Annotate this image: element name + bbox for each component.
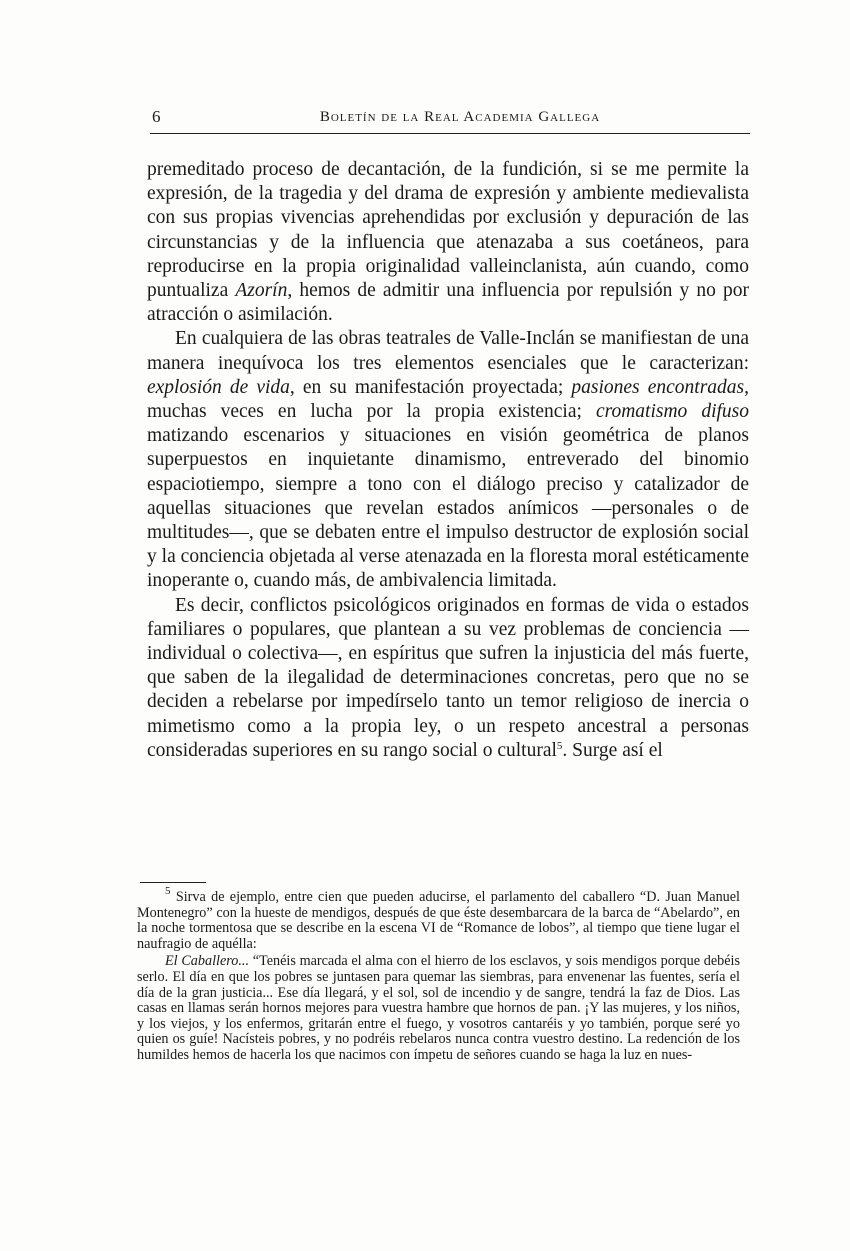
paragraph-2-text-d: matizando escenarios y situaciones en visión geométrica de planos superpuestos en inquietante dinamismo, entreverado del binomio espaciotiempo, siempre a tono con el diálogo preciso y catalizador de aquellas situaciones que revelan estados anímicos —personales o de multitudes—, que se debaten entre el impulso destructor de explosión social y la conciencia objetada al verse atenazada en la floresta moral estéticamente inoperante o, cuando más, de ambivalencia limitada. bbox=[147, 425, 749, 592]
footnotes bbox=[137, 885, 740, 1064]
paragraph-1-end: , hemos de admitir una influencia por repulsión y no por atracción o asimilación. bbox=[147, 280, 749, 326]
paragraph-1-text: premeditado proceso de decantación, de la fundición, si se me permite la expresión, de la tragedia y del drama de expresión y ambiente medievalista con sus propias vivencias aprehendidas por exclusión y depuración de las circunstancias y de la influencia que atenazaba a sus coetáneos, para reproducirse en la propia originalidad valleinclanista, aún cuando, como puntualiza bbox=[147, 159, 749, 302]
paragraph-2-text-c: , muchas veces en lucha por la propia existencia; bbox=[147, 376, 750, 423]
journal-title: Boletín de la Real Academia Gallega bbox=[319, 109, 601, 125]
paragraph-2-text-a: En cualquiera de las obras teatrales de Valle-Inclán se manifiestan de una manera inequívoca los tres elementos esenciales que le caracterizan: bbox=[147, 328, 749, 374]
footnote-marker: 5 bbox=[165, 885, 171, 897]
page-number: 6 bbox=[152, 107, 161, 126]
paragraph-3-end: . Surge así el bbox=[562, 739, 663, 761]
quote-text: “Tenéis marcada el alma con el hierro de los esclavos, y sois mendigos porque debéis serlo. El día en que los pobres se juntasen para quemar las siembras, para envenenar las fuentes, sería el día de la gran justicia... Ese día llegará, y el sol, sol de incendio y de sangre, tendrá la faz de Dios. Las casas en llamas serán hornos mejores para vuestra hambre que hornos de pan. ¡Y las mujeres, y los niños, y los viejos, y los enfermos, gritarán entre el fuego, y vosotros cantaréis y yo también, porque seré yo quien os guíe! Nacísteis pobres, y no podréis rebelaros nunca contra vuestro destino. La redención de los humildes hemos de hacerla los que nacimos con ímpetu de señores cuando se haga la luz en nues- bbox=[137, 953, 740, 1063]
footnote-quote bbox=[137, 954, 740, 1063]
paragraph-2-text-b: , en su manifestación proyectada; bbox=[289, 376, 564, 398]
footnote-reference: 5 bbox=[556, 739, 563, 752]
term-explosion-de-vida: explosión de vida bbox=[147, 376, 290, 398]
paragraph-3 bbox=[147, 594, 749, 763]
paragraph-3-text: Es decir, conflictos psicológicos originados en formas de vida o estados familiares o populares, que plantean a su vez problemas de conciencia —individual o colectiva—, en espíritus que sufren la injusticia del más fuerte, que saben de la ilegalidad de determinaciones concretas, pero que no se deciden a rebelarse por impedírselo tanto un temor religioso de inercia o mimetismo como a la propia ley, o un respeto ancestral a personas consideradas superiores en su rango social o cultural bbox=[147, 594, 749, 761]
quote-speaker: El Caballero... bbox=[165, 953, 249, 970]
author-name-azorin: Azorín bbox=[235, 280, 288, 302]
running-header bbox=[150, 107, 750, 134]
body-text bbox=[147, 158, 749, 763]
footnote-divider bbox=[140, 882, 206, 883]
term-cromatismo-difuso: cromatismo difuso bbox=[595, 401, 750, 423]
term-pasiones-encontradas: pasiones encontradas bbox=[571, 376, 745, 398]
footnote-5 bbox=[137, 885, 740, 952]
paragraph-1 bbox=[147, 158, 749, 327]
paragraph-2 bbox=[147, 327, 749, 593]
footnote-5-text: Sirva de ejemplo, entre cien que pueden aducirse, el parlamento del caballero “D. Juan Manuel Montenegro” con la hueste de mendigos, después de que éste desembarcara de la barca de “Abelardo”, en la noche tormentosa que se describe en la escena VI de “Romance de lobos”, al tiempo que tiene lugar el naufragio de aquélla: bbox=[137, 889, 740, 952]
